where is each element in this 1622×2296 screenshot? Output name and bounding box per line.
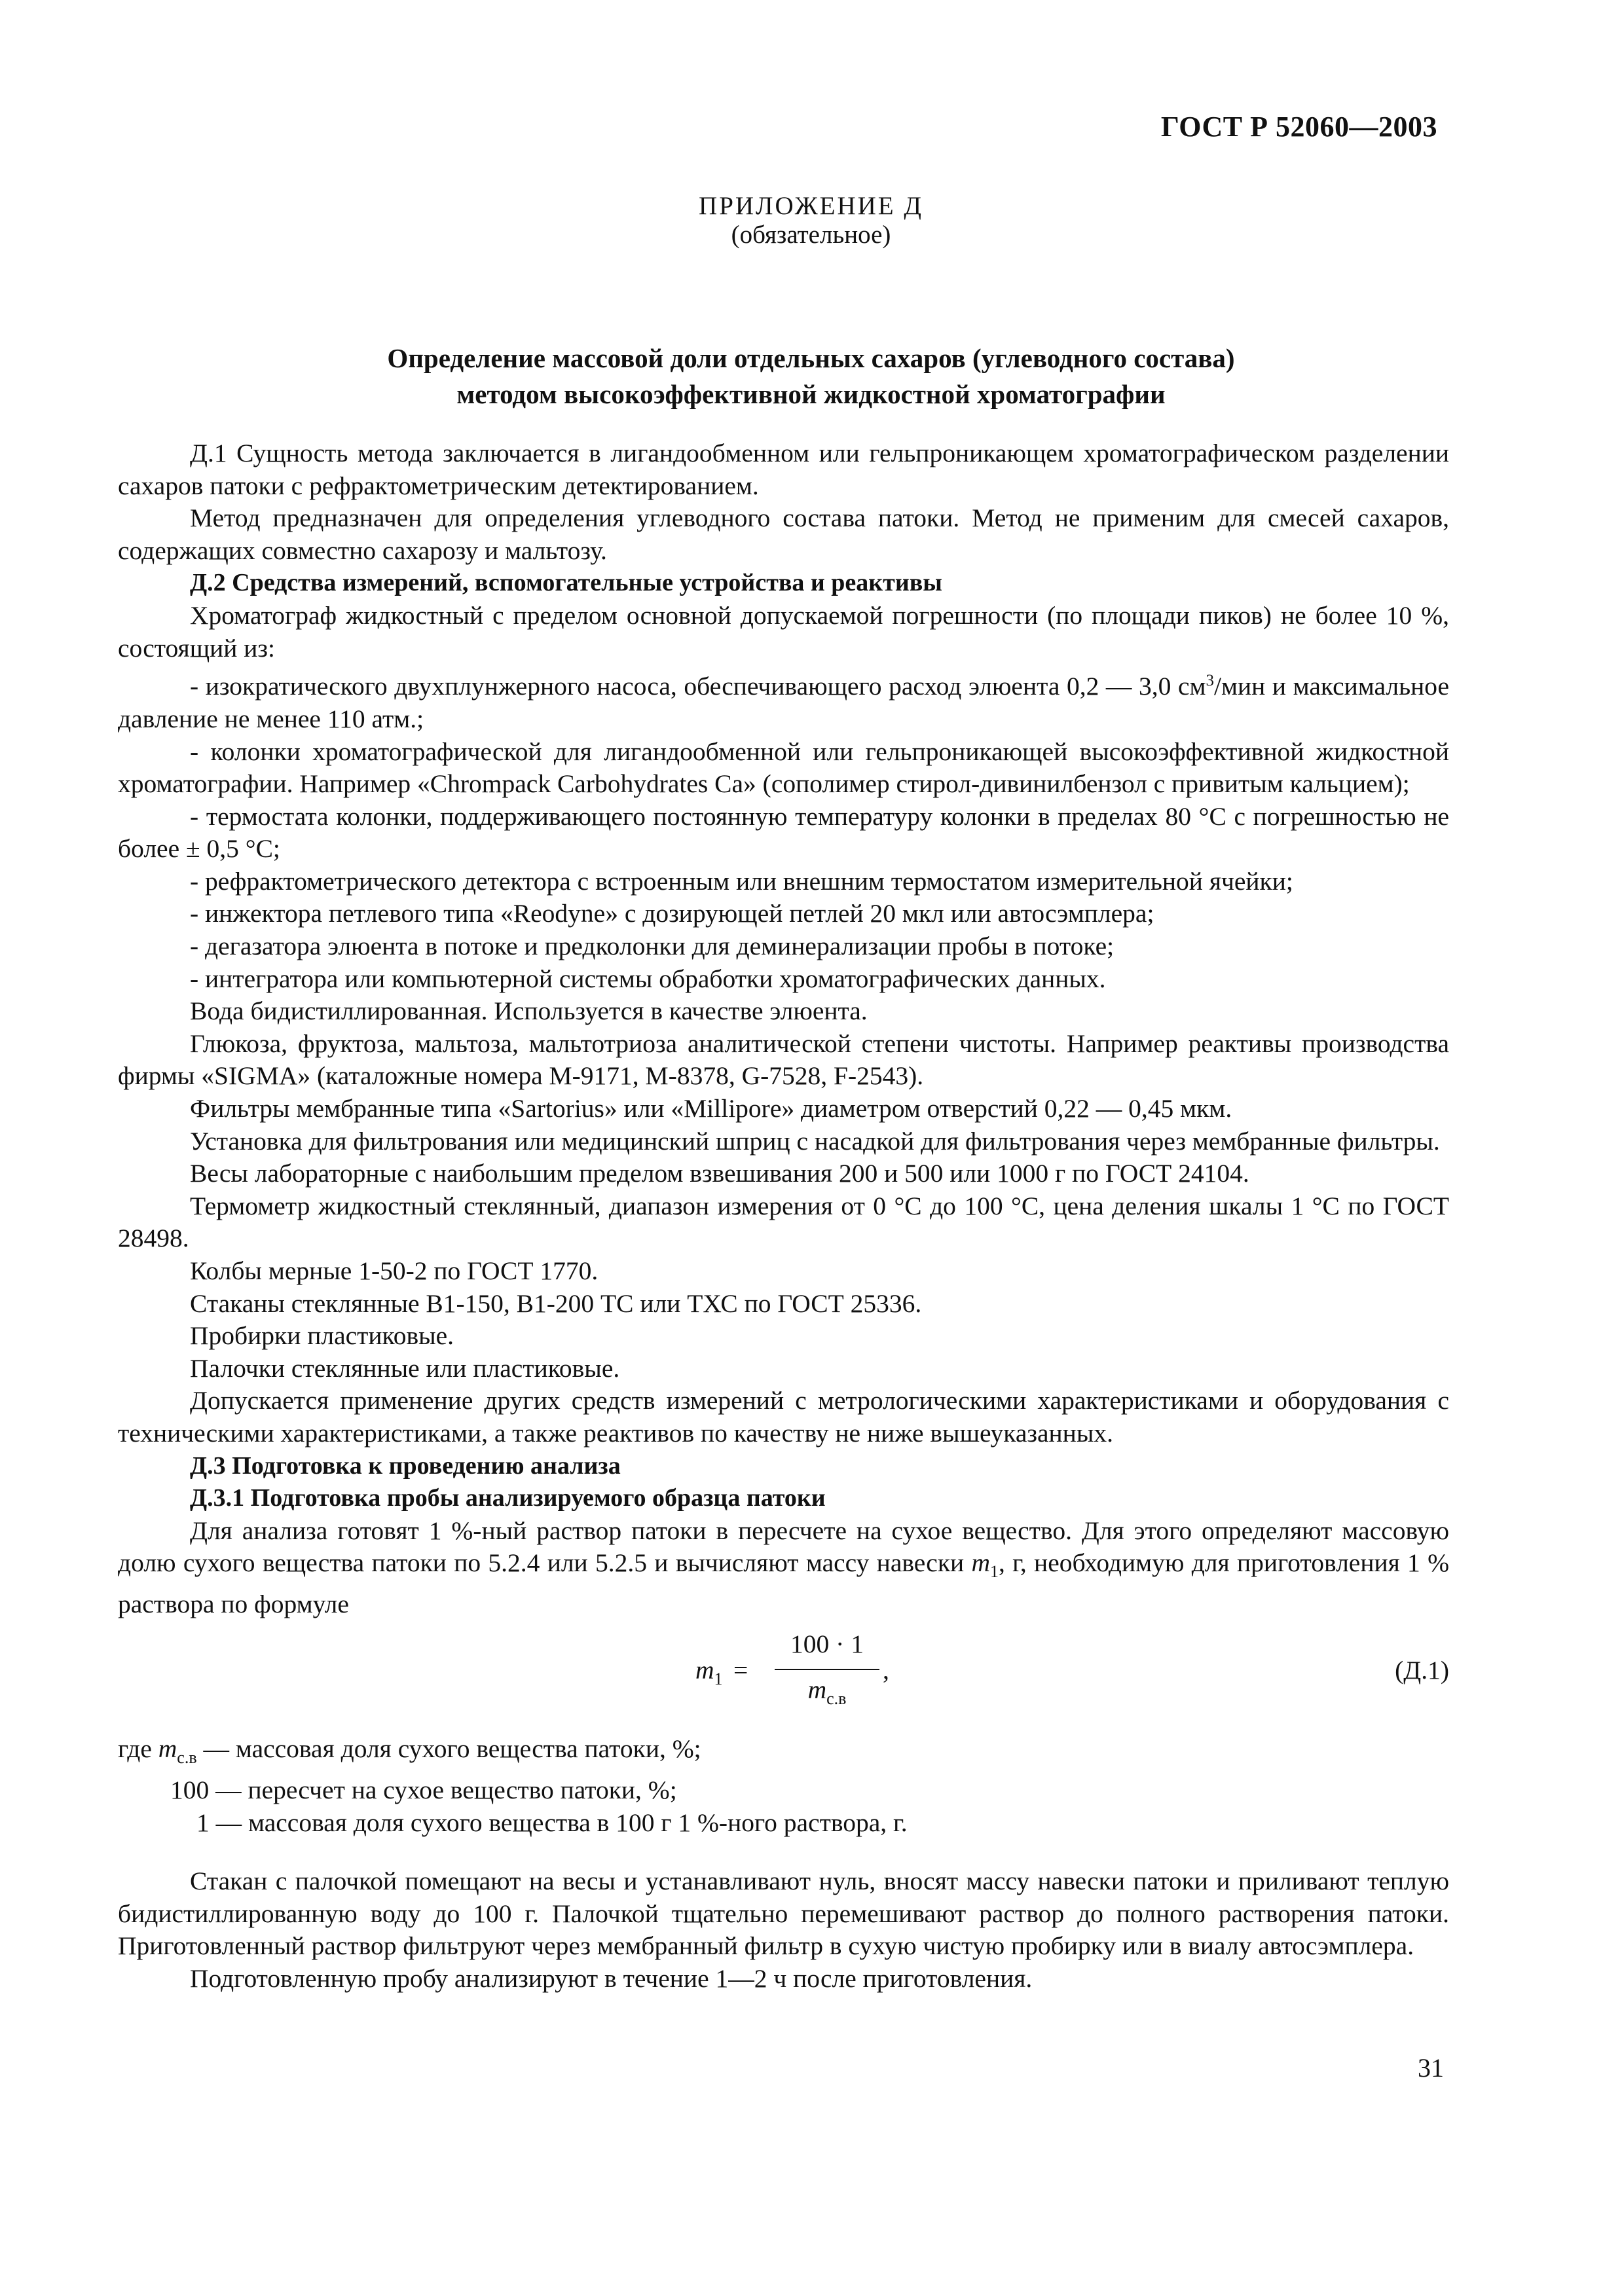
paragraph: Палочки стеклянные или пластиковые. bbox=[190, 1353, 620, 1383]
formula-numerator: 100 · 1 bbox=[790, 1630, 864, 1659]
paragraph: Колбы мерные 1-50-2 по ГОСТ 1770. bbox=[190, 1256, 599, 1285]
list-item: - изократического двухплунжерного насоса, обеспечивающего расход элюента 0,2 — 3,0 $см^3$/мин и максимальное давление не менее 110 атм.; bbox=[118, 672, 1449, 733]
appendix-status: (обязательное) bbox=[731, 221, 891, 249]
document-code: ГОСТ Р 52060—2003 bbox=[1160, 111, 1437, 143]
subsection-heading: Д.3.1 Подготовка пробы анализируемого образца патоки bbox=[190, 1484, 826, 1512]
paragraph: Хроматограф жидкостный с пределом основной допускаемой погрешности (по площади пиков) не более 10 %, состоящий из: bbox=[118, 600, 1449, 663]
paragraph: Установка для фильтрования или медицинский шприц с насадкой для фильтрования через мембранные фильтры. bbox=[190, 1126, 1440, 1156]
list-item: - рефрактометрического детектора с встроенным или внешним термостатом измерительной ячейки; bbox=[190, 866, 1293, 896]
paragraph: Подготовленную пробу анализируют в течение 1—2 ч после приготовления. bbox=[190, 1963, 1033, 1993]
title-line-1: Определение массовой доли отдельных сахаров (углеводного состава) bbox=[387, 343, 1235, 373]
section-heading: Д.2 Средства измерений, вспомогательные устройства и реактивы bbox=[190, 569, 942, 597]
section-title bbox=[0, 340, 1622, 412]
paragraph: Стаканы стеклянные В1-150, В1-200 ТС или ТХС по ГОСТ 25336. bbox=[190, 1288, 922, 1318]
paragraph: Фильтры мембранные типа «Sartorius» или «Millipore» диаметром отверстий 0,22 — 0,45 мкм. bbox=[190, 1094, 1232, 1123]
formula-denominator: $m_{с.в}$ bbox=[807, 1675, 847, 1709]
paragraph: Термометр жидкостный стеклянный, диапазон измерения от 0 °С до 100 °С, цена деления шкалы 1 °С по ГОСТ 28498. bbox=[118, 1191, 1449, 1253]
page-number: 31 bbox=[1418, 2053, 1444, 2083]
paragraph: Стакан с палочкой помещают на весы и устанавливают нуль, вносят массу навески патоки и приливают теплую бидистиллированную воду до 100 г. Палочкой тщательно перемешивают раствор до полного растворения патоки. Приготовленный раствор фильтруют через мембранный фильтр в сухую чистую пробирку или в виалу автосэмплера. bbox=[118, 1867, 1449, 1961]
list-item: - интегратора или компьютерной системы обработки хроматографических данных. bbox=[190, 964, 1106, 993]
list-item: - колонки хроматографической для лигандообменной или гельпроникающей высокоэффективной жидкостной хроматографии. Например «Chrompack Carbohydrates Ca» (сополимер стирол-дивинилбензол с привитым кальцием); bbox=[118, 737, 1449, 799]
paragraph: Метод предназначен для определения углеводного состава патоки. Метод не применим для смесей сахаров, содержащих совместно сахарозу и мальтозу. bbox=[118, 503, 1449, 565]
paragraph: Д.1 Сущность метода заключается в лигандообменном или гельпроникающем хроматографическом разделении сахаров патоки с рефрактометрическим детектированием. bbox=[118, 439, 1449, 500]
paragraph: Весы лабораторные с наибольшим пределом взвешивания 200 и 500 или 1000 г по ГОСТ 24104. bbox=[190, 1159, 1249, 1188]
list-item: - инжектора петлевого типа «Reodyne» с дозирующей петлей 20 мкл или автосэмплера; bbox=[190, 899, 1154, 928]
body-text bbox=[118, 437, 1449, 1995]
legend-line: 1 — массовая доля сухого вещества в 100 г 1 %-ного раствора, г. bbox=[196, 1808, 908, 1837]
spacer bbox=[118, 1839, 1449, 1865]
formula-legend bbox=[118, 1733, 1449, 1839]
formula-d1 bbox=[118, 1628, 1449, 1726]
formula-number: (Д.1) bbox=[1395, 1656, 1449, 1685]
appendix-label: ПРИЛОЖЕНИЕ Д bbox=[699, 192, 923, 220]
paragraph: Для анализа готовят 1 %-ный раствор патоки в пересчете на сухое вещество. Для этого определяют массовую долю сухого вещества патоки по 5.2.4 или 5.2.5 и вычисляют массу навески $m_1$, г, необходимую для приготовления 1 % раствора по формуле bbox=[118, 1516, 1449, 1618]
section-heading: Д.3 Подготовка к проведению анализа bbox=[190, 1451, 621, 1480]
fraction-bar bbox=[775, 1669, 879, 1670]
formula-lhs: $m_1$ bbox=[695, 1656, 723, 1689]
list-item: - дегазатора элюента в потоке и предколонки для деминерализации пробы в потоке; bbox=[190, 932, 1115, 961]
legend-line: где $m_{с.в}$ — массовая доля сухого вещества патоки, %; bbox=[118, 1734, 701, 1768]
paragraph: Допускается применение других средств измерений с метрологическими характеристиками и оборудования с техническими характеристиками, а также реактивов по качеству не ниже вышеуказанных. bbox=[118, 1386, 1449, 1448]
paragraph: Вода бидистиллированная. Используется в качестве элюента. bbox=[190, 996, 868, 1026]
legend-line: 100 — пересчет на сухое вещество патоки, %; bbox=[170, 1775, 677, 1804]
formula-comma: , bbox=[883, 1656, 889, 1685]
formula-equals: = bbox=[733, 1656, 748, 1685]
list-item: - термостата колонки, поддерживающего постоянную температуру колонки в пределах 80 °С с погрешностью не более ± 0,5 °С; bbox=[118, 801, 1449, 864]
title-line-2: методом высокоэффективной жидкостной хроматографии bbox=[456, 379, 1166, 409]
paragraph: Глюкоза, фруктоза, мальтоза, мальтотриоза аналитической степени чистоты. Например реактивы производства фирмы «SIGMA» (каталожные номера M-9171, M-8378, G-7528, F-2543). bbox=[118, 1029, 1449, 1091]
paragraph: Пробирки пластиковые. bbox=[190, 1321, 454, 1351]
